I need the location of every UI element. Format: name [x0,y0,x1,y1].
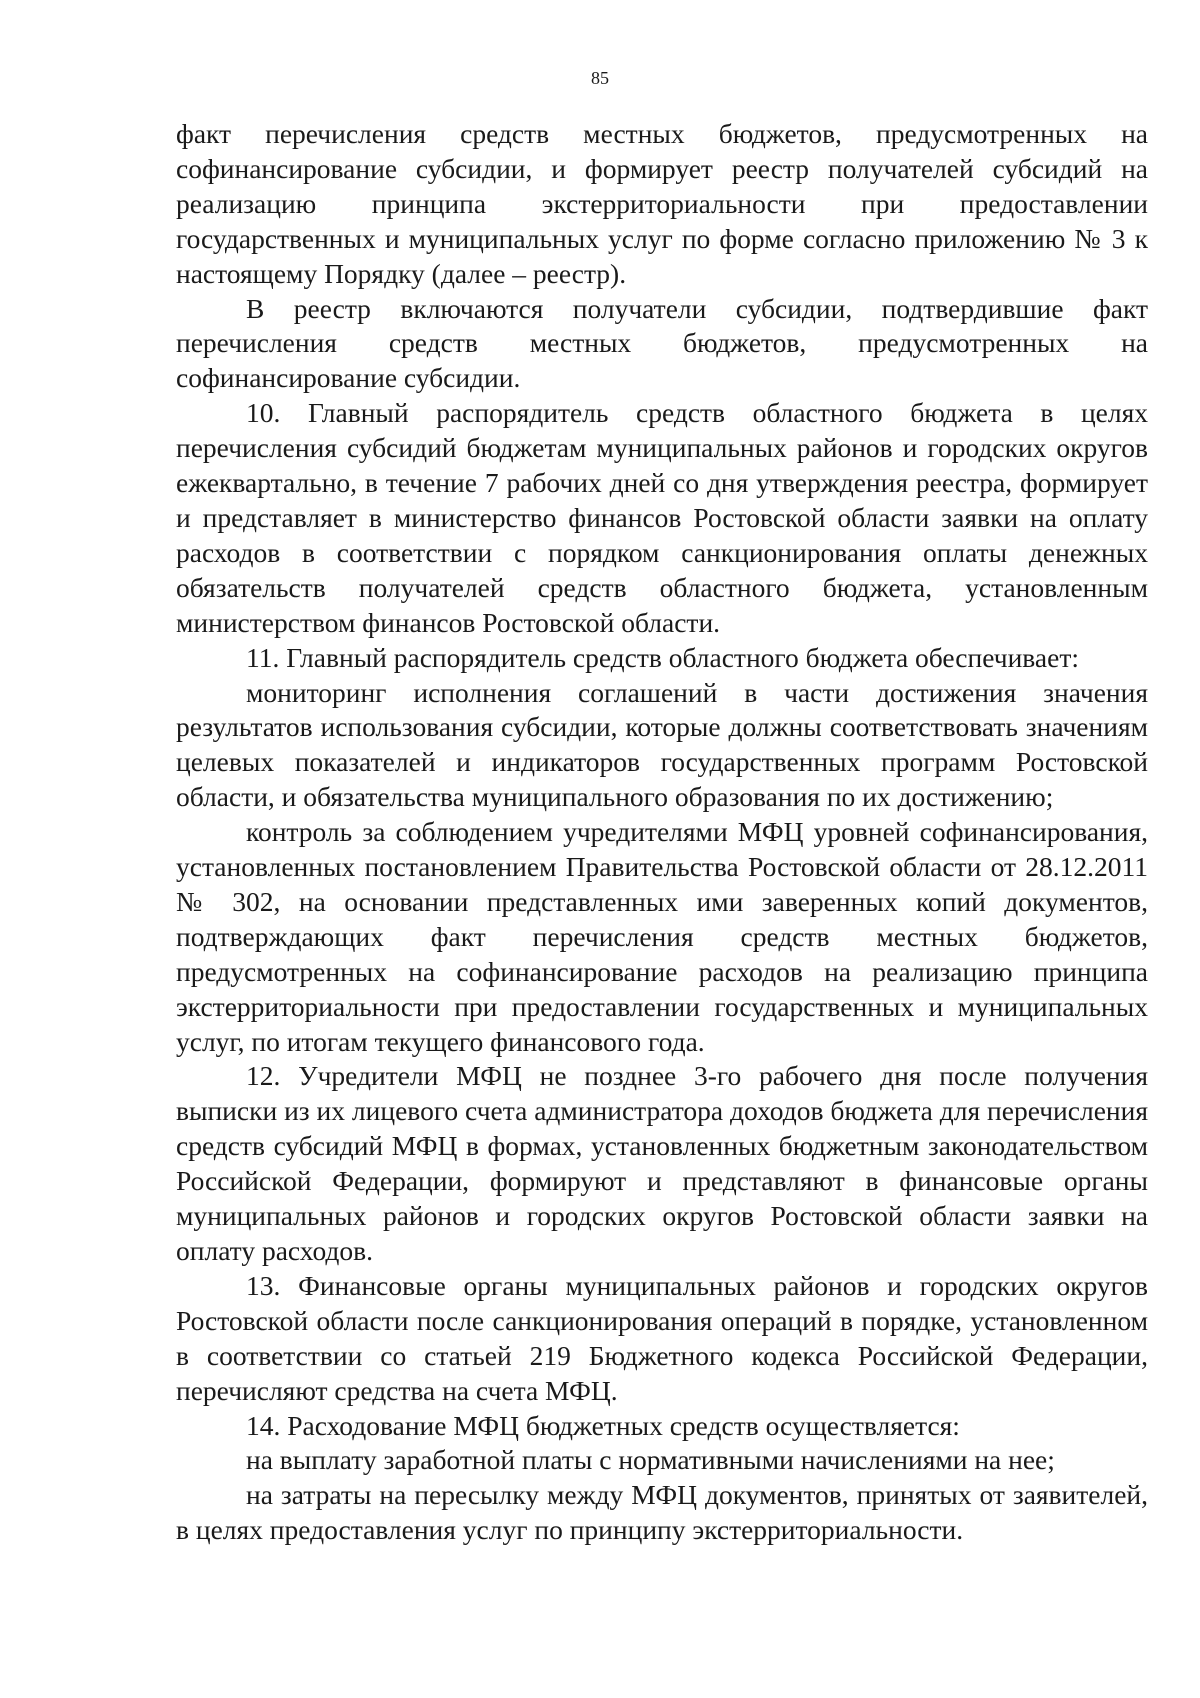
paragraph-continuation: факт перечисления средств местных бюджетов, предусмотренных на софинансирование субсидии, и формирует реестр получателей субсидий на реализацию принципа экстерриториальности при предоставлении государственных и муниципальных услуг по форме согласно приложению № 3 к настоящему Порядку (далее – реестр). [176,118,1148,289]
paragraph-monitoring: мониторинг исполнения соглашений в части достижения значения результатов использования субсидии, которые должны соответствовать значениям целевых показателей и индикаторов государственных программ Ростовской области, и обязательства муниципального образования по их достижению; [176,676,1148,813]
paragraph-clause-13: 13. Финансовые органы муниципальных районов и городских округов Ростовской области после санкционирования операций в порядке, установленном в соответствии со статьей 219 Бюджетного кодекса Российской Федерации, перечисляют средства на счета МФЦ. [176,1269,1148,1406]
paragraph-clause-14: 14. Расходование МФЦ бюджетных средств осуществляется: [246,1409,960,1441]
document-body [176,117,1148,1548]
paragraph-clause-12: 12. Учредители МФЦ не позднее 3-го рабочего дня после получения выписки из их лицевого счета администратора доходов бюджета для перечисления средств субсидий МФЦ в формах, установленных бюджетным законодательством Российской Федерации, формируют и представляют в финансовые органы муниципальных районов и городских округов Ростовской области заявки на оплату расходов. [176,1060,1148,1266]
paragraph-clause-11: 11. Главный распорядитель средств областного бюджета обеспечивает: [246,641,1079,673]
page-number: 85 [591,68,609,88]
paragraph-clause-10: 10. Главный распорядитель средств областного бюджета в целях перечисления субсидий бюджетам муниципальных районов и городских округов ежеквартально, в течение 7 рабочих дней со дня утверждения реестра, формирует и представляет в министерство финансов Ростовской области заявки на оплату расходов в соответствии с порядком санкционирования оплаты денежных обязательств получателей средств областного бюджета, установленным министерством финансов Ростовской области. [176,397,1148,638]
paragraph-control: контроль за соблюдением учредителями МФЦ уровней софинансирования, установленных постановлением Правительства Ростовской области от 28.12.2011 № 302, на основании представленных ими заверенных копий документов, подтверждающих факт перечисления средств местных бюджетов, предусмотренных на софинансирование расходов на реализацию принципа экстерриториальности при предоставлении государственных и муниципальных услуг, по итогам текущего финансового года. [176,816,1148,1057]
paragraph-salary: на выплату заработной платы с нормативными начислениями на нее; [246,1444,1055,1476]
paragraph-registry-inclusion: В реестр включаются получатели субсидии, подтвердившие факт перечисления средств местных бюджетов, предусмотренных на софинансирование субсидии. [176,292,1148,394]
paragraph-shipping: на затраты на пересылку между МФЦ документов, принятых от заявителей, в целях предоставления услуг по принципу экстерриториальности. [176,1479,1148,1546]
